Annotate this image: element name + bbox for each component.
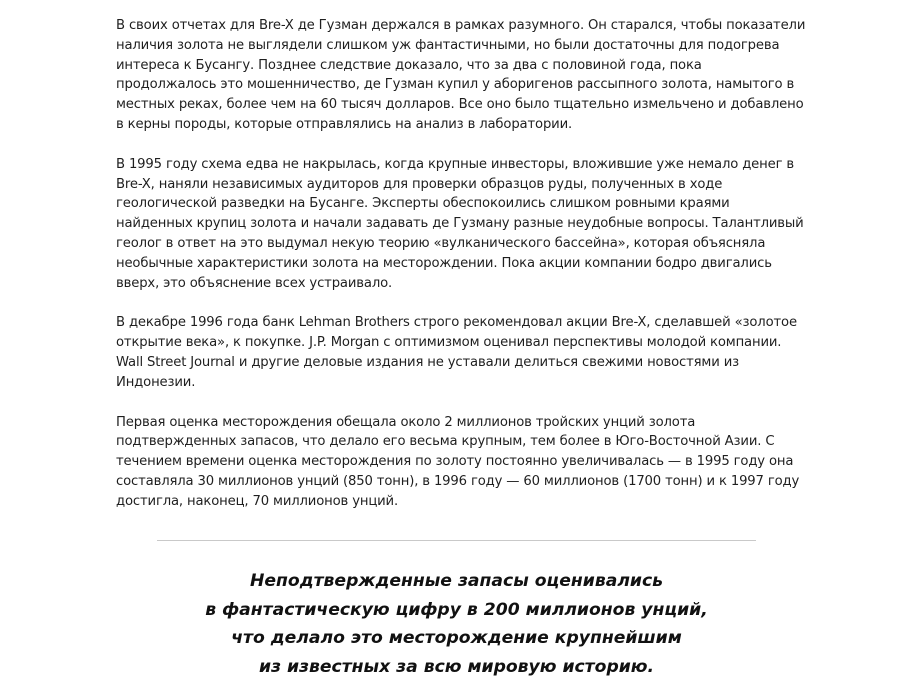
quote-line: из известных за всю мировую историю. [258,656,655,677]
quote-line: в фантастическую цифру в 200 миллионов унций, [205,599,708,620]
quote-line: что делало это месторождение крупнейшим [231,628,682,648]
quote-line: Неподтвержденные запасы оценивались [249,571,664,591]
paragraph-1996-lehman: В декабре 1996 года банк Lehman Brothers строго рекомендовал акции Bre-X, сделавшей «золотое открытие века», к покупке. J.P. Morgan с оптимизмом оценивал перспективы молодой компании. Wall Street Journal и другие деловые издания не уставали делиться свежими новостями из Индонезии. [116,315,797,390]
quote-divider-top [157,540,756,541]
pull-quote [157,540,756,681]
pull-quote-text [157,567,756,681]
paragraph-1995-audit: В 1995 году схема едва не накрылась, когда крупные инвесторы, вложившие уже немало денег в Bre-X, наняли независимых аудиторов для проверки образцов руды, полученных в ходе геологической разведки на Бусанге. Эксперты обеспокоились слишком ровными краями найденных крупиц золота и начали задавать де Гузману разные неудобные вопросы. Талантливый геолог в ответ на это выдумал некую теорию «вулканического бассейна», которая объясняла необычные характеристики золота на месторождении. Пока акции компании бодро двигались вверх, это объяснение всех устраивало. [116,156,804,291]
paragraph-guzman-reports: В своих отчетах для Bre-X де Гузман держался в рамках разумного. Он старался, чтобы показатели наличия золота не выглядели слишком уж фантастичными, но были достаточны для подогрева интереса к Бусангу. Позднее следствие доказало, что за два с половиной года, пока продолжалось это мошенничество, де Гузман купил у аборигенов рассыпного золота, намытого в местных реках, более чем на 60 тысяч долларов. Все оно было тщательно измельчено и добавлено в керны породы, которые отправлялись на анализ в лаборатории. [116,18,806,132]
article-body [116,16,806,532]
paragraph-reserve-estimates: Первая оценка месторождения обещала около 2 миллионов тройских унций золота подтвержденных запасов, что делало его весьма крупным, тем более в Юго-Восточной Азии. С течением времени оценка месторождения по золоту постоянно увеличивалась — в 1995 году она составляла 30 миллионов унций (850 тонн), в 1996 году — 60 миллионов (1700 тонн) и к 1997 году достигла, наконец, 70 миллионов унций. [116,414,800,509]
